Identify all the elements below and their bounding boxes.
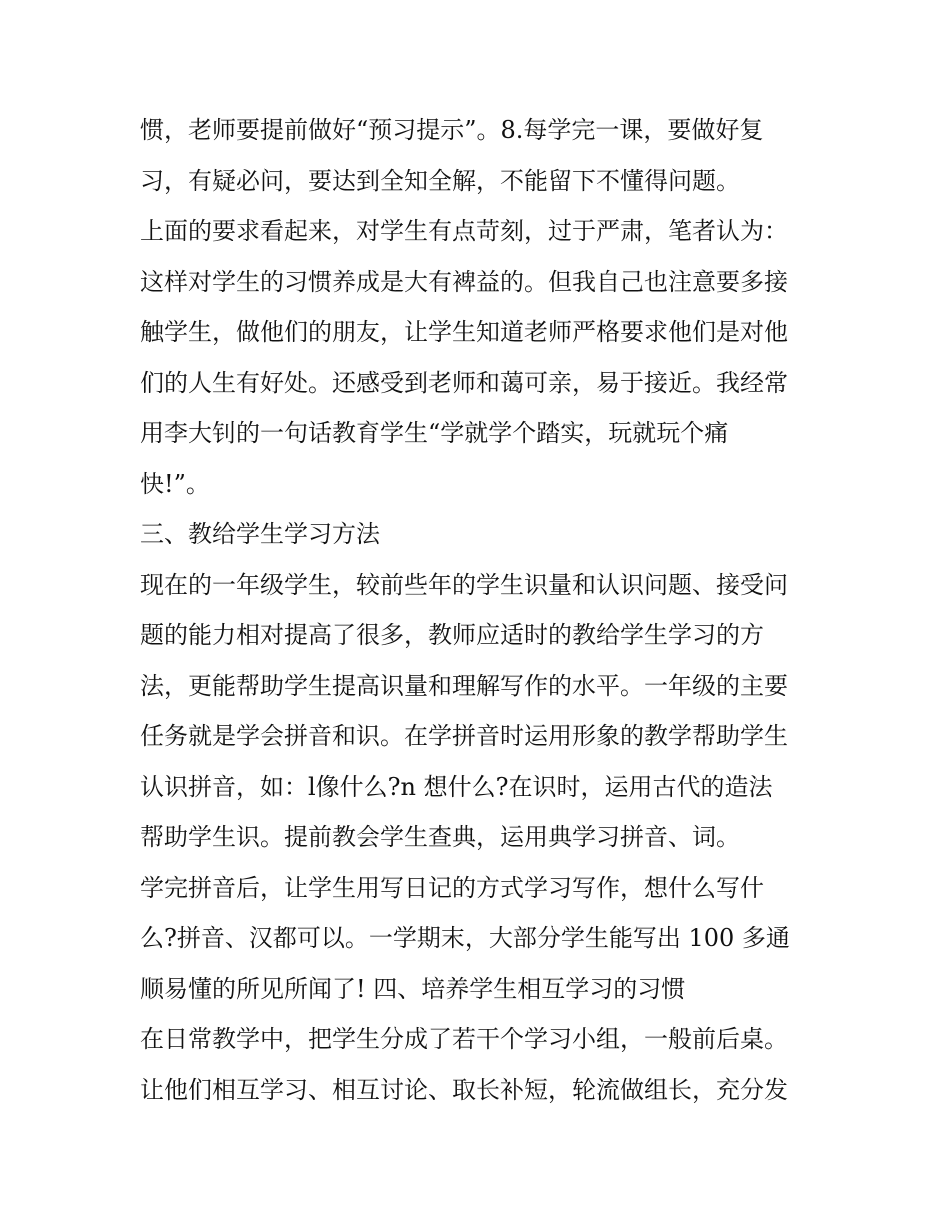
text-line: 们的人生有好处。还感受到老师和蔼可亲，易于接近。我经常	[140, 368, 788, 397]
text-line: 让他们相互学习、相互讨论、取长补短，轮流做组长，充分发	[140, 1075, 788, 1104]
text-line: 在日常教学中，把学生分成了若干个学习小组，一般前后桌。	[140, 1025, 788, 1053]
text-line: 习，有疑必问，要达到全知全解，不能留下不懂得问题。	[140, 166, 740, 195]
text-line: 么?拼音、汉都可以。一学期末，大部分学生能写出 100 多通	[140, 924, 790, 952]
text-line: 法，更能帮助学生提高识量和理解写作的水平。一年级的主要	[140, 671, 788, 700]
document-page	[140, 105, 830, 1115]
text-line: 顺易懂的所见所闻了! 四、培养学生相互学习的习惯	[140, 974, 686, 1003]
text-line: 认识拼音，如：l像什么?n 想什么?在识时，运用古代的造法	[140, 772, 773, 801]
text-line: 这样对学生的习惯养成是大有裨益的。但我自己也注意要多接	[140, 267, 788, 296]
text-line: 快!”。	[140, 469, 210, 498]
text-line: 上面的要求看起来，对学生有点苛刻，过于严肃，笔者认为：	[140, 217, 788, 245]
text-line: 现在的一年级学生，较前些年的学生识量和认识问题、接受问	[140, 570, 788, 599]
text-line: 惯，老师要提前做好“预习提示”。8.每学完一课，要做好复	[140, 116, 764, 144]
text-line: 任务就是学会拼音和识。在学拼音时运用形象的教学帮助学生	[140, 722, 788, 750]
text-line: 学完拼音后，让学生用写日记的方式学习写作，想什么写什	[140, 873, 764, 902]
text-line: 触学生，做他们的朋友，让学生知道老师严格要求他们是对他	[140, 318, 788, 346]
text-line: 用李大钊的一句话教育学生“学就学个踏实，玩就玩个痛	[140, 419, 729, 447]
text-line: 帮助学生识。提前教会学生查典，运用典学习拼音、词。	[140, 823, 740, 851]
text-line: 题的能力相对提高了很多，教师应适时的教给学生学习的方	[140, 621, 764, 649]
section-heading: 三、教给学生学习方法	[140, 520, 380, 548]
